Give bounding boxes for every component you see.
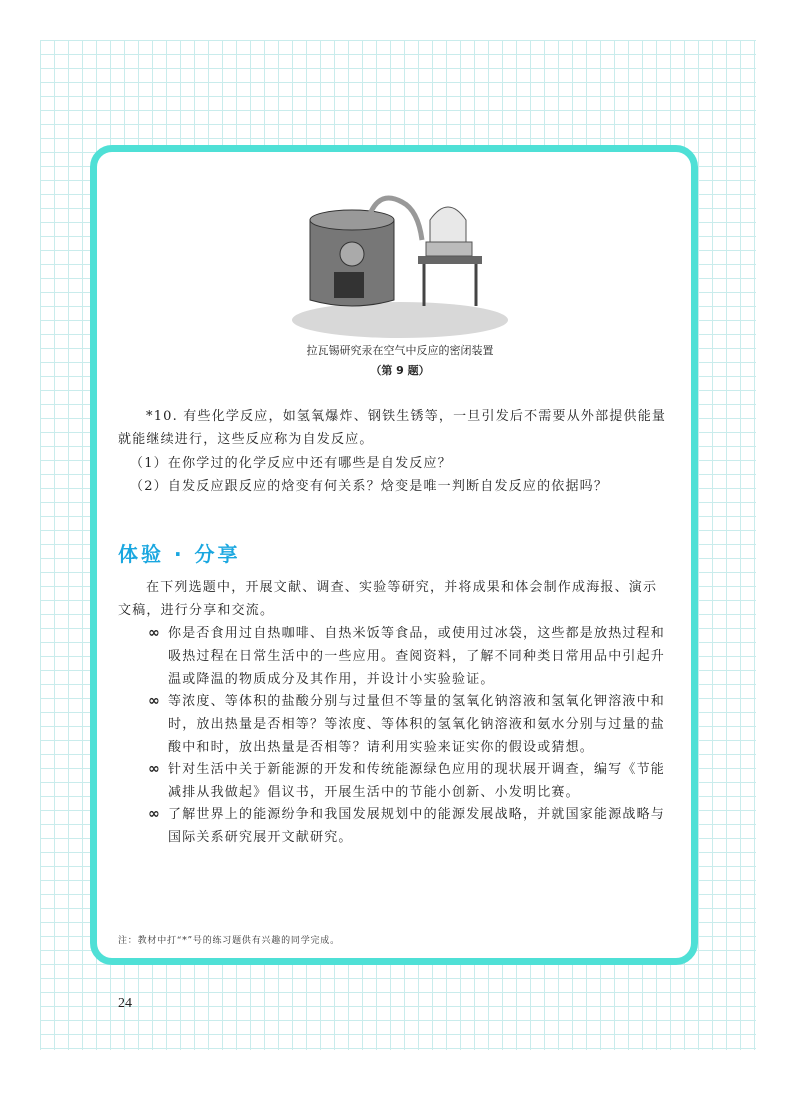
question-10-sub2: （2）自发反应跟反应的焓变有何关系？焓变是唯一判断自发反应的依据吗？ <box>130 479 609 494</box>
section-intro-line2: 文稿，进行分享和交流。 <box>118 603 275 618</box>
question-10-line1: *10. 有些化学反应，如氢氧爆炸、钢铁生锈等，一旦引发后不需要从外部提供能量 <box>146 409 667 424</box>
apparatus-illustration <box>290 180 510 340</box>
list-item <box>148 622 680 691</box>
figure-caption: 拉瓦锡研究汞在空气中反应的密闭装置 <box>306 344 494 357</box>
page-number: 24 <box>118 996 132 1011</box>
question-10-sub1: （1）在你学过的化学反应中还有哪些是自发反应？ <box>130 456 452 471</box>
question-10-line2: 就能继续进行，这些反应称为自发反应。 <box>118 432 374 447</box>
section-title: 体验 · 分享 <box>118 542 241 566</box>
infinity-bullet-icon: ∞ <box>148 761 161 777</box>
list-item <box>148 803 680 849</box>
bullet-1-line3: 温或降温的物质成分及其作用，并设计小实验验证。 <box>168 672 495 687</box>
bullet-1-line1: 你是否食用过自热咖啡、自热米饭等食品，或使用过冰袋，这些都是放热过程和 <box>168 626 666 641</box>
bullet-3-line1: 针对生活中关于新能源的开发和传统能源绿色应用的现状展开调查，编写《节能 <box>168 762 666 777</box>
bullet-4-line1: 了解世界上的能源纷争和我国发展规划中的能源发展战略，并就国家能源战略与 <box>168 807 666 822</box>
bullet-4-line2: 国际关系研究展开文献研究。 <box>168 830 353 845</box>
bullet-1-line2: 吸热过程在日常生活中的一些应用。查阅资料，了解不同种类日常用品中引起升 <box>168 649 666 664</box>
section-intro-line1: 在下列选题中，开展文献、调查、实验等研究，并将成果和体会制作成海报、演示 <box>146 580 658 595</box>
list-item <box>148 758 680 804</box>
infinity-bullet-icon: ∞ <box>148 625 161 641</box>
bullet-2-line3: 酸中和时，放出热量是否相等？请利用实验来证实你的假设或猜想。 <box>168 740 595 755</box>
list-item <box>148 690 680 759</box>
infinity-bullet-icon: ∞ <box>148 806 161 822</box>
infinity-bullet-icon: ∞ <box>148 693 161 709</box>
figure-label: （第 9 题） <box>370 364 430 377</box>
footnote: 注：教材中打“*”号的练习题供有兴趣的同学完成。 <box>118 936 340 946</box>
bullet-2-line1: 等浓度、等体积的盐酸分别与过量但不等量的氢氧化钠溶液和氢氧化钾溶液中和 <box>168 694 666 709</box>
bullet-3-line2: 减排从我做起》倡议书，开展生活中的节能小创新、小发明比赛。 <box>168 785 580 800</box>
bullet-2-line2: 时，放出热量是否相等？等浓度、等体积的氢氧化钠溶液和氨水分别与过量的盐 <box>168 717 666 732</box>
